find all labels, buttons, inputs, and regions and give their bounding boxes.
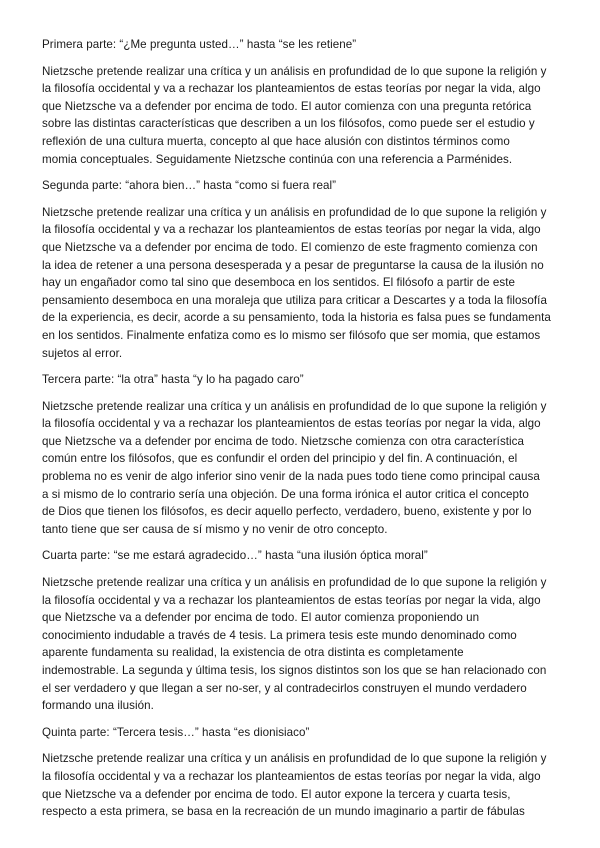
- paragraph-line: Nietzsche pretende realizar una crítica y un análisis en profundidad de lo que supone la religión y: [42, 205, 547, 219]
- section-quinta-parte: [42, 724, 562, 821]
- section-paragraph: [42, 574, 562, 715]
- paragraph-line: la filosofía occidental y va a rechazar los planteamientos de estas teorías por negar la vida, algo: [42, 417, 541, 431]
- paragraph-line: respecto a esta primera, se basa en la recreación de un mundo imaginario a partir de fábulas: [42, 805, 525, 819]
- paragraph-line: sobre las distintas características que describen a un los filósofos, como puede ser el estudio y: [42, 117, 535, 131]
- paragraph-line: que Nietzsche va a defender por encima de todo. El comienzo de este fragmento comienza con: [42, 240, 538, 254]
- paragraph-line: el ser verdadero y que llegan a ser no-ser, y al contradecirlos construyen el mundo verdadero: [42, 681, 527, 695]
- paragraph-line: aparente fundamenta su realidad, la existencia de otra distinta es completamente: [42, 646, 464, 660]
- section-paragraph: [42, 398, 562, 539]
- paragraph-line: formando una ilusión.: [42, 699, 154, 713]
- paragraph-line: conocimiento indudable a través de 4 tesis. La primera tesis este mundo denominado como: [42, 628, 517, 642]
- section-cuarta-parte: [42, 547, 562, 714]
- paragraph-line: reflexión de una cultura muerta, concepto al que hace alusión con distintos términos como: [42, 134, 510, 148]
- paragraph-line: pensamiento desemboca en una moraleja que utiliza para criticar a Descartes y a toda la filosofía: [42, 293, 547, 307]
- section-paragraph: [42, 750, 562, 820]
- paragraph-line: la filosofía occidental y va a rechazar los planteamientos de estas teorías por negar la vida, algo: [42, 223, 541, 237]
- paragraph-line: de Dios que tienen los filósofos, es decir aquello perfecto, verdadero, bueno, existente y por lo: [42, 505, 532, 519]
- paragraph-line: que Nietzsche va a defender por encima de todo. El autor expone la tercera y cuarta tesis,: [42, 787, 511, 801]
- section-paragraph: [42, 204, 562, 362]
- paragraph-line: la filosofía occidental y va a rechazar los planteamientos de estas teorías por negar la vida, algo: [42, 593, 541, 607]
- paragraph-line: que Nietzsche va a defender por encima de todo. El autor comienza con una pregunta retórica: [42, 99, 532, 113]
- paragraph-line: momia conceptuales. Seguidamente Nietzsche continúa con una referencia a Parménides.: [42, 152, 513, 166]
- paragraph-line: a si mismo de lo contrario sería una objeción. De una forma irónica el autor critica el concepto: [42, 487, 529, 501]
- paragraph-line: la filosofía occidental y va a rechazar los planteamientos de estas teorías por negar la vida, algo: [42, 82, 541, 96]
- section-tercera-parte: [42, 371, 562, 538]
- paragraph-line: problema no es venir de algo inferior sino venir de la nada pues todo tiene como principal causa: [42, 470, 540, 484]
- paragraph-line: Nietzsche pretende realizar una crítica y un análisis en profundidad de lo que supone la religión y: [42, 752, 547, 766]
- section-paragraph: [42, 63, 562, 169]
- section-segunda-parte: [42, 177, 562, 362]
- paragraph-line: en los sentidos. Finalmente enfatiza como es lo mismo ser filósofo que ser momia, que estamos: [42, 328, 541, 342]
- paragraph-line: Nietzsche pretende realizar una crítica y un análisis en profundidad de lo que supone la religión y: [42, 576, 547, 590]
- section-primera-parte: [42, 36, 562, 168]
- section-heading: Segunda parte: “ahora bien…” hasta “como si fuera real”: [42, 179, 337, 193]
- paragraph-line: que Nietzsche va a defender por encima de todo. Nietzsche comienza con otra característica: [42, 434, 525, 448]
- paragraph-line: Nietzsche pretende realizar una crítica y un análisis en profundidad de lo que supone la religión y: [42, 399, 547, 413]
- paragraph-line: de la experiencia, es decir, acorde a su pensamiento, toda la historia es falsa pues se fundamenta: [42, 311, 551, 325]
- paragraph-line: que Nietzsche va a defender por encima de todo. El autor comienza proponiendo un: [42, 611, 480, 625]
- paragraph-line: tanto tiene que ser causa de sí mismo y no venir de otro concepto.: [42, 522, 388, 536]
- paragraph-line: sujetos al error.: [42, 346, 123, 360]
- section-heading: Quinta parte: “Tercera tesis…” hasta “es dionisiaco”: [42, 725, 310, 739]
- paragraph-line: indemostrable. La segunda y última tesis, los signos distintos son los que se han relacionado con: [42, 664, 547, 677]
- section-heading: Tercera parte: “la otra” hasta “y lo ha pagado caro”: [42, 373, 304, 387]
- paragraph-line: la filosofía occidental y va a rechazar los planteamientos de estas teorías por negar la vida, algo: [42, 769, 541, 783]
- section-heading: Cuarta parte: “se me estará agradecido…” hasta “una ilusión óptica moral”: [42, 549, 428, 563]
- paragraph-line: la idea de retener a una persona desesperada y a pesar de preguntarse la causa de la ilusión no: [42, 258, 544, 272]
- paragraph-line: común entre los filósofos, que es confundir el orden del principio y del fin. A continuación, el: [42, 452, 518, 466]
- paragraph-line: hay un engañador como tal sino que desemboca en los sentidos. El filósofo a partir de este: [42, 276, 516, 290]
- section-heading: Primera parte: “¿Me pregunta usted…” hasta “se les retiene”: [42, 38, 357, 51]
- paragraph-line: Nietzsche pretende realizar una crítica y un análisis en profundidad de lo que supone la religión y: [42, 64, 547, 78]
